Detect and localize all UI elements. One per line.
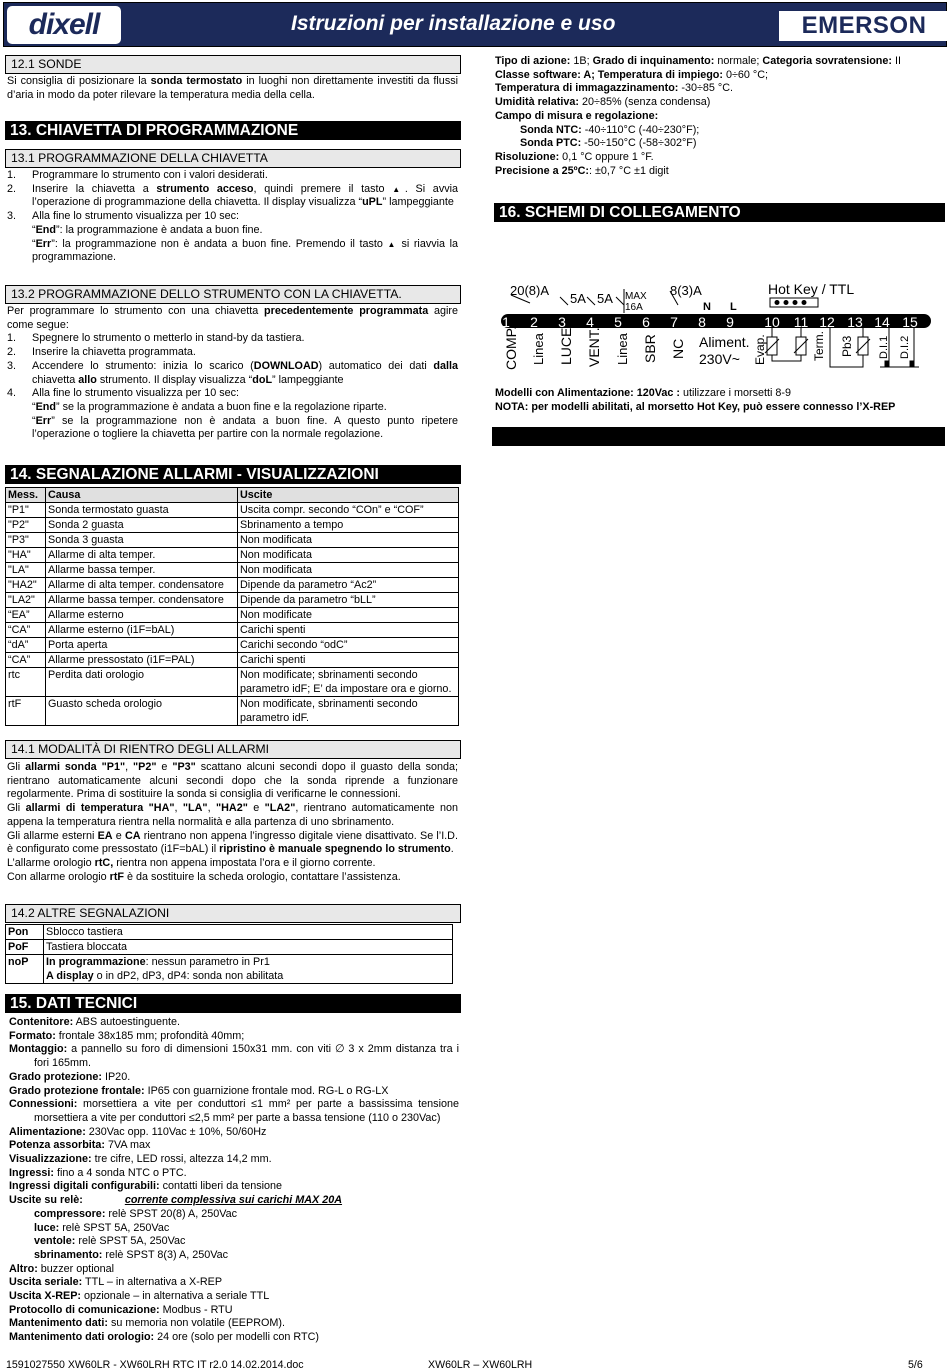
list-item: 2. Inserire la chiavetta programmata. — [7, 346, 196, 359]
list-item: 3. Accendere lo strumento: inizia lo scarico (DOWNLOAD) automatico dei dati dalla chiavetta allo strumento. Il display visualizza “doL” lampeggiante — [7, 359, 458, 386]
table-cell: "LA" — [6, 563, 46, 578]
table-row — [6, 563, 459, 578]
svg-text:Term.: Term. — [812, 331, 826, 361]
spec-line: Grado protezione frontale: IP65 con guarnizione frontale mod. RG-L o RG-LX — [9, 1084, 389, 1097]
terminal-number: 2 — [530, 314, 538, 330]
list-item: “End” se la programmazione è andata a buon fine e la regolazione riparte. — [32, 400, 387, 413]
list-item: 1. Spegnere lo strumento o metterlo in stand-by da tastiera. — [7, 332, 305, 345]
table-row — [6, 578, 459, 593]
terminal-number: 5 — [614, 314, 622, 330]
table-cell: "LA2" — [6, 593, 46, 608]
footer-model: XW60LR – XW60LRH — [428, 1359, 533, 1371]
table-cell: Non modificata — [238, 563, 459, 578]
spec-line: Potenza assorbita: 7VA max — [9, 1139, 151, 1152]
table-row: PoF Tastiera bloccata — [6, 940, 453, 955]
section-15-heading: 15. DATI TECNICI — [5, 994, 461, 1013]
table-cell: “dA” — [6, 638, 46, 653]
table-cell: Sonda 3 guasta — [46, 533, 238, 548]
table-cell: Sbrinamento a tempo — [238, 518, 459, 533]
dixell-logo: dixell — [7, 6, 121, 44]
up-arrow-icon: ▲ — [387, 239, 397, 249]
svg-text:MAX: MAX — [625, 291, 647, 302]
table-cell: Allarme esterno (i1F=bAL) — [46, 623, 238, 638]
table-row — [6, 653, 459, 668]
spec-line: sbrinamento: relè SPST 8(3) A, 250Vac — [34, 1248, 229, 1261]
table-cell: Allarme di alta temper. condensatore — [46, 578, 238, 593]
table-cell: Carichi secondo “odC” — [238, 638, 459, 653]
table-header-row — [6, 488, 459, 503]
svg-text:SBR: SBR — [642, 334, 658, 363]
table-row — [6, 623, 459, 638]
terminal-number: 8 — [698, 314, 706, 330]
table-cell: Uscita compr. secondo “COn” e “COF” — [238, 503, 459, 518]
spec-line: Mantenimento dati orologio: 24 ore (solo per modelli con RTC) — [9, 1331, 319, 1344]
table-cell: rtc — [6, 668, 46, 697]
table-cell: Allarme esterno — [46, 608, 238, 623]
table-cell: Non modificate; sbrinamenti secondo parametro idF; E’ da impostare ora e giorno. — [238, 668, 459, 697]
section-13-heading: 13. CHIAVETTA DI PROGRAMMAZIONE — [5, 121, 461, 140]
up-arrow-icon: ▲ — [392, 184, 405, 194]
table-cell: Perdita dati orologio — [46, 668, 238, 697]
footer-doc-id: 1591027550 XW60LR - XW60LRH RTC IT r2.0 14.02.2014.doc — [6, 1359, 304, 1371]
alarm-table — [5, 487, 459, 726]
table-cell: Guasto scheda orologio — [46, 697, 238, 726]
emerson-logo: EMERSON — [779, 11, 949, 41]
table-cell: Allarme bassa temper. — [46, 563, 238, 578]
table-row — [6, 518, 459, 533]
list-item: 4. Alla fine lo strumento visualizza per 10 sec: — [7, 387, 240, 400]
svg-text:L: L — [730, 301, 737, 313]
diagram-notes: Modelli con Alimentazione: 120Vac : utilizzare i morsetti 8-9 NOTA: per modelli abilitati, al morsetto Hot Key, può essere connesso l’X-REP — [495, 387, 896, 413]
table-cell: “CA” — [6, 653, 46, 668]
table-cell: "P1" — [6, 503, 46, 518]
spec-line: Grado protezione: IP20. — [9, 1070, 131, 1083]
spec-line: Formato: frontale 38x185 mm; profondità 40mm; — [9, 1029, 245, 1042]
spec-line: compressore: relè SPST 20(8) A, 250Vac — [34, 1207, 238, 1220]
svg-text:5A: 5A — [570, 291, 586, 306]
table-cell: Dipende da parametro “bLL” — [238, 593, 459, 608]
list-item: 2. Inserire la chiavetta a strumento acceso, quindi premere il tasto ▲. Si avvia l’operazione di programmazione della chiavetta. Il display visualizza “uPL” lampeggiante — [7, 182, 459, 209]
table-cell: Allarme bassa temper. condensatore — [46, 593, 238, 608]
table-cell: Carichi spenti — [238, 623, 459, 638]
terminal-number: 13 — [847, 314, 863, 330]
table-row — [6, 608, 459, 623]
wiring-diagram — [494, 237, 939, 377]
table-cell: Sonda 2 guasta — [46, 518, 238, 533]
spec-line: Ingressi: fino a 4 sonda NTC o PTC. — [9, 1166, 187, 1179]
list-item: “Err” se la programmazione non è andata a buon fine. A questo punto ripetere l’operazione o togliere la chiavetta per partire con la normale regolazione. — [32, 414, 458, 441]
table-cell: “CA” — [6, 623, 46, 638]
diagram-bottom-labels — [503, 326, 911, 370]
svg-text:8(3)A: 8(3)A — [670, 283, 702, 298]
svg-text:Evap.: Evap. — [753, 334, 767, 365]
spec-line: luce: relè SPST 5A, 250Vac — [34, 1221, 170, 1234]
list-item: “End”: la programmazione è andata a buon fine. — [32, 223, 263, 236]
other-signals-table — [5, 924, 453, 984]
section-13-1-list — [7, 169, 458, 265]
section-14-heading: 14. SEGNALAZIONE ALLARMI - VISUALIZZAZIONI — [5, 465, 461, 484]
svg-text:VENT.: VENT. — [586, 327, 602, 367]
table-cell: Non modificate, sbrinamenti secondo parametro idF. — [238, 697, 459, 726]
svg-text:Aliment.: Aliment. — [699, 334, 750, 350]
svg-text:230V~: 230V~ — [699, 351, 740, 367]
svg-text:NC: NC — [670, 338, 686, 359]
table-row — [6, 638, 459, 653]
list-item: “Err”: la programmazione non è andata a buon fine. Premendo il tasto ▲ si riavvia la programmazione. — [32, 237, 458, 264]
table-cell: Non modificate — [238, 608, 459, 623]
terminal-number: 7 — [670, 314, 678, 330]
table-cell: rtF — [6, 697, 46, 726]
spec-line: Montaggio: a pannello su foro di dimensioni 150x31 mm. con viti ∅ 3 x 2mm distanza tra i fori 165mm. — [9, 1043, 459, 1070]
svg-text:COMP.: COMP. — [503, 325, 519, 370]
terminal-number: 3 — [558, 314, 566, 330]
table-cell: "HA" — [6, 548, 46, 563]
svg-text:Linea: Linea — [531, 333, 546, 365]
svg-text:N: N — [703, 301, 711, 313]
right-specs: Tipo di azione: 1B; Grado di inquinamento: normale; Categoria sovratensione: II Classe software: A; Temperatura di impiego: 0÷60 °C; Temperatura di immagazzinamento: -30÷85 °C. Umidità relativa: 20÷85% (senza condensa) Campo di misura e regolazione: Sonda NTC: -40÷110°C (-40÷230°F); Sonda PTC: -50÷150°C (-58÷302°F) Risoluzione: 0,1 °C oppure 1 °F. Precisione a 25ºC:: ±0,7 °C ±1 digit — [495, 55, 901, 177]
spec-line: Protocollo di comunicazione: Modbus - RTU — [9, 1303, 233, 1316]
spec-line: Ingressi digitali configurabili: contatti liberi da tensione — [9, 1180, 283, 1193]
column-header: Mess. — [6, 488, 46, 503]
section-14-2-heading: 14.2 ALTRE SEGNALAZIONI — [5, 904, 461, 923]
list-item: 3. Alla fine lo strumento visualizza per 10 sec: — [7, 210, 240, 223]
svg-text:20(8)A: 20(8)A — [510, 283, 550, 298]
header-title: Istruzioni per installazione e uso — [291, 12, 616, 35]
terminal-number: 4 — [586, 314, 594, 330]
terminal-number: 1 — [502, 314, 510, 330]
column-header: Causa — [46, 488, 238, 503]
section-14-1-heading: 14.1 MODALITÀ DI RIENTRO DEGLI ALLARMI — [5, 740, 461, 759]
section-13-1-heading: 13.1 PROGRAMMAZIONE DELLA CHIAVETTA — [5, 149, 461, 168]
terminal-number: 6 — [642, 314, 650, 330]
svg-text:D.I.2: D.I.2 — [899, 335, 911, 359]
table-row — [6, 668, 459, 697]
table-cell: Allarme di alta temper. — [46, 548, 238, 563]
table-row — [6, 533, 459, 548]
svg-text:D.I.1: D.I.1 — [878, 335, 890, 359]
spec-line: Contenitore: ABS autoestinguente. — [9, 1016, 181, 1028]
spec-line: Uscite su relè: corrente complessiva sui carichi MAX 20A — [9, 1194, 343, 1207]
section-13-2-body: Per programmare lo strumento con una chiavetta precedentemente programmata agire come segue: 1. Spegnere lo strumento o metterlo in stand-by da tastiera. 2. Inserire la chiavetta programmata. 3. Accendere lo strumento: inizia lo scarico (DOWNLOAD) automatico dei dati dalla chiavetta allo strumento. Il display visualizza “doL” lampeggiante 4. Alla fine lo strumento visualizza per 10 sec: “End” se la programmazione è andata a buon fine e la regolazione riparte. “Err” se la programmazione non è andata a buon fine. A questo punto ripetere l’operazione o togliere la chiavetta per partire con la normale regolazione. — [7, 305, 458, 441]
svg-text:Linea: Linea — [615, 333, 630, 365]
table-cell: Dipende da parametro “Ac2” — [238, 578, 459, 593]
diagram-top-labels — [510, 281, 854, 313]
table-cell: Sonda termostato guasta — [46, 503, 238, 518]
svg-text:Hot Key / TTL: Hot Key / TTL — [768, 281, 855, 297]
terminal-number: 12 — [819, 314, 835, 330]
svg-text:5A: 5A — [597, 291, 613, 306]
table-cell: "HA2" — [6, 578, 46, 593]
table-cell: Carichi spenti — [238, 653, 459, 668]
section-14-1-body: Gli allarmi sonda "P1", "P2" e "P3" scattano alcuni secondi dopo il guasto della sonda; rientrano automaticamente alcuni secondi dopo che la sonda riprende a funzionare regolarmente. Prima di sostituire la sonda si consiglia di verificarne le connessioni. Gli allarmi di temperatura "HA", "LA", "HA2" e "LA2", rientrano automaticamente non appena la temperatura rientra nella normalità e alla partenza di uno sbrinamento. Gli allarme esterni EA e CA rientrano non appena l’ingresso digitale viene disattivato. Se l’I.D. è configurato come pressostato (i1F=bAL) il ripristino è manuale spegnendo lo strumento. L’allarme orologio rtC, rientra non appena impostata l’ora e il giorno corrente. Con allarme orologio rtF è da sostituire la scheda orologio, contattare l’assistenza. — [7, 761, 459, 883]
table-row — [6, 697, 459, 726]
terminal-number: 9 — [726, 314, 734, 330]
table-cell: Porta aperta — [46, 638, 238, 653]
svg-text:Pb3: Pb3 — [840, 335, 854, 357]
spec-line: ventole: relè SPST 5A, 250Vac — [34, 1235, 186, 1248]
spec-line: Uscita seriale: TTL – in alternativa a X-REP — [9, 1276, 223, 1289]
spec-line: Uscita X-REP: opzionale – in alternativa a seriale TTL — [9, 1290, 270, 1303]
svg-text:16A: 16A — [625, 302, 643, 313]
section-13-2-heading: 13.2 PROGRAMMAZIONE DELLO STRUMENTO CON LA CHIAVETTA. — [5, 285, 461, 304]
terminal-number: 10 — [764, 314, 780, 330]
section-12-1-body: Si consiglia di posizionare la sonda termostato in luoghi non direttamente investiti da flussi d’aria in modo da poter rilevare la temperatura media della cella. — [7, 75, 459, 101]
spec-line: Visualizzazione: tre cifre, LED rossi, altezza 14,2 mm. — [9, 1153, 272, 1166]
spec-line: Altro: buzzer optional — [9, 1262, 115, 1275]
table-row — [6, 593, 459, 608]
table-cell: "P3" — [6, 533, 46, 548]
table-row: Pon Sblocco tastiera — [6, 925, 453, 940]
list-item: 1. Programmare lo strumento con i valori desiderati. — [7, 169, 268, 181]
column-header: Uscite — [238, 488, 459, 503]
table-cell: Allarme pressostato (i1F=PAL) — [46, 653, 238, 668]
technical-data — [9, 1016, 459, 1345]
black-bar — [492, 427, 945, 446]
table-cell: Non modificata — [238, 548, 459, 563]
spec-line: Mantenimento dati: su memoria non volatile (EEPROM). — [9, 1317, 285, 1330]
spec-line: Connessioni: morsettiera a vite per conduttori ≤1 mm² per parte a bassissima tensione morsettiera a vite per conduttori ≤2,5 mm² per parte a bassa tensione (110 o 230Vac) — [9, 1098, 459, 1124]
section-12-1-heading: 12.1 SONDE — [5, 55, 461, 74]
page-header — [3, 2, 947, 47]
terminal-number: 11 — [793, 314, 809, 330]
section-16-heading: 16. SCHEMI DI COLLEGAMENTO — [494, 203, 945, 222]
table-row — [6, 503, 459, 518]
table-cell: “EA” — [6, 608, 46, 623]
svg-text:LUCE: LUCE — [558, 327, 574, 365]
terminal-number: 15 — [902, 314, 918, 330]
spec-line: Alimentazione: 230Vac opp. 110Vac ± 10%, 50/60Hz — [9, 1125, 267, 1138]
table-cell: "P2" — [6, 518, 46, 533]
footer-page-number: 5/6 — [908, 1359, 923, 1371]
hot-key-connector — [770, 298, 818, 307]
table-row — [6, 548, 459, 563]
table-cell: Non modificata — [238, 533, 459, 548]
terminal-number: 14 — [874, 314, 890, 330]
table-row: noP In programmazione: nessun parametro in Pr1 A display o in dP2, dP3, dP4: sonda non abilitata — [6, 955, 453, 984]
